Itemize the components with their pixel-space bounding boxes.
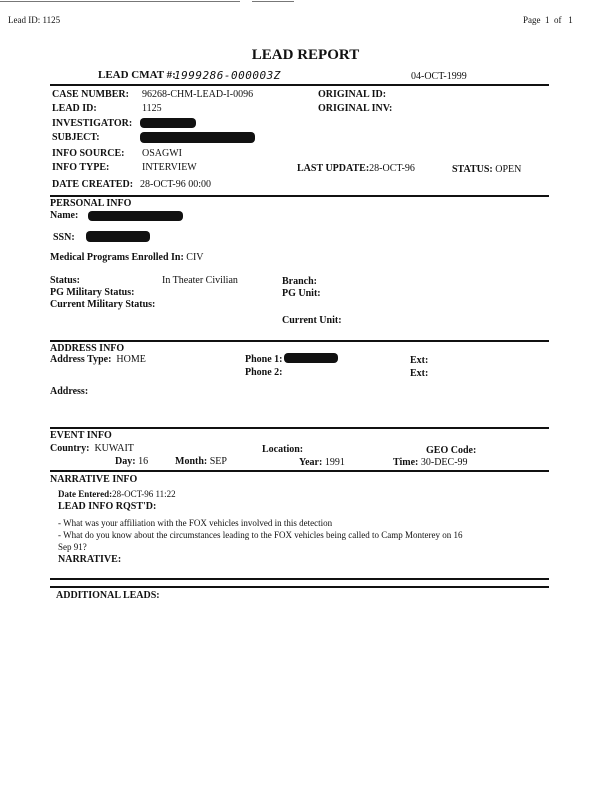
pg-military-status-label: PG Military Status: xyxy=(50,287,135,298)
header-rule xyxy=(50,84,549,86)
day-label: Day: xyxy=(115,456,136,467)
time-label: Time: xyxy=(393,457,419,468)
date-created-label: DATE CREATED: xyxy=(52,179,134,190)
last-update-label: LAST UPDATE: xyxy=(297,163,370,174)
phone2-label: Phone 2: xyxy=(245,367,283,378)
additional-leads-label: ADDITIONAL LEADS: xyxy=(56,590,160,601)
time-value: 30-DEC-99 xyxy=(420,457,468,468)
address-label: Address: xyxy=(50,386,89,397)
lead-id-value: 1125 xyxy=(142,103,162,114)
page-label: Page xyxy=(523,15,541,25)
narrative-label: NARRATIVE: xyxy=(58,554,122,565)
date-created-value: 28-OCT-96 00:00 xyxy=(140,179,212,190)
year-value: 1991 xyxy=(324,457,345,468)
event-time xyxy=(393,457,468,468)
name-redaction xyxy=(88,211,183,221)
medical-label: Medical Programs Enrolled In: xyxy=(50,252,184,263)
case-number-value: 96268-CHM-LEAD-I-0096 xyxy=(142,89,254,100)
case-number-label: CASE NUMBER: xyxy=(52,89,129,100)
event-country xyxy=(50,443,134,454)
location-label: Location: xyxy=(262,444,304,455)
country-value: KUWAIT xyxy=(94,443,134,454)
cmat-value: 1999286-000003Z xyxy=(174,69,281,82)
page-total: 1 xyxy=(568,15,573,25)
investigator-label: INVESTIGATOR: xyxy=(52,118,133,129)
info-type-value: INTERVIEW xyxy=(142,162,197,173)
status-value: OPEN xyxy=(495,164,522,175)
geo-code-label: GEO Code: xyxy=(426,445,477,456)
address-rule xyxy=(50,340,549,342)
day-value: 16 xyxy=(138,456,149,467)
info-source-value: OSAGWI xyxy=(142,148,182,159)
subject-label: SUBJECT: xyxy=(52,132,100,143)
last-update xyxy=(297,163,415,174)
scan-artifact xyxy=(252,1,294,2)
ssn-redaction xyxy=(86,231,150,242)
date-entered xyxy=(58,489,176,499)
narrative-section-title: NARRATIVE INFO xyxy=(50,474,138,485)
original-id-label: ORIGINAL ID: xyxy=(318,89,387,100)
bottom-rule-2 xyxy=(50,586,549,588)
pg-unit-label: PG Unit: xyxy=(282,288,321,299)
personal-rule xyxy=(50,195,549,197)
medical-programs xyxy=(50,252,204,263)
page-indicator xyxy=(523,15,573,25)
month-label: Month: xyxy=(175,456,208,467)
event-rule xyxy=(50,427,549,429)
name-label: Name: xyxy=(50,210,79,221)
subject-redaction xyxy=(140,132,255,143)
info-type-label: INFO TYPE: xyxy=(52,162,110,173)
address-type-label: Address Type: xyxy=(50,354,112,365)
personal-status-label: Status: xyxy=(50,275,81,286)
personal-section-title: PERSONAL INFO xyxy=(50,198,132,209)
event-month xyxy=(175,456,227,467)
ssn-label: SSN: xyxy=(53,232,75,243)
status-label: STATUS: xyxy=(452,164,493,175)
date-entered-label: Date Entered: xyxy=(58,489,113,499)
bottom-rule-1 xyxy=(50,578,549,580)
address-type-value: HOME xyxy=(116,354,146,365)
report-title: LEAD REPORT xyxy=(251,47,360,63)
event-year xyxy=(299,457,345,468)
of-label: of xyxy=(554,15,562,25)
question-2-line-2: Sep 91? xyxy=(58,542,87,552)
ext1-label: Ext: xyxy=(410,355,429,366)
event-section-title: EVENT INFO xyxy=(50,430,112,441)
question-1: - What was your affiliation with the FOX vehicles involved in this detection xyxy=(58,518,333,528)
event-day xyxy=(115,456,148,467)
medical-value: CIV xyxy=(186,252,204,263)
address-section-title: ADDRESS INFO xyxy=(50,343,125,354)
address-type xyxy=(50,354,146,365)
original-inv-label: ORIGINAL INV: xyxy=(318,103,393,114)
info-source-label: INFO SOURCE: xyxy=(52,148,125,159)
narrative-rule xyxy=(50,470,549,472)
personal-status-value: In Theater Civilian xyxy=(162,275,238,286)
phone1-label: Phone 1: xyxy=(245,354,283,365)
header-lead-id: Lead ID: 1125 xyxy=(8,15,61,25)
lead-id-label: LEAD ID: xyxy=(52,103,97,114)
question-2-line-1: - What do you know about the circumstances leading to the FOX vehicles being called to Camp Monterey on 16 xyxy=(58,530,463,540)
lead-info-rqstd-label: LEAD INFO RQST'D: xyxy=(58,501,157,512)
phone1-redaction xyxy=(284,353,338,363)
country-label: Country: xyxy=(50,443,90,454)
branch-label: Branch: xyxy=(282,276,317,287)
date-entered-value: 28-OCT-96 11:22 xyxy=(112,489,176,499)
ext2-label: Ext: xyxy=(410,368,429,379)
month-value: SEP xyxy=(209,456,227,467)
page-number: 1 xyxy=(545,15,550,25)
investigator-redaction xyxy=(140,118,196,128)
cmat-label: LEAD CMAT #: xyxy=(98,69,176,81)
scan-artifact xyxy=(0,1,240,2)
status xyxy=(452,164,521,175)
current-unit-label: Current Unit: xyxy=(282,315,342,326)
year-label: Year: xyxy=(299,457,323,468)
cmat-date: 04-OCT-1999 xyxy=(411,71,467,82)
current-military-status-label: Current Military Status: xyxy=(50,299,156,310)
last-update-value: 28-OCT-96 xyxy=(369,163,415,174)
